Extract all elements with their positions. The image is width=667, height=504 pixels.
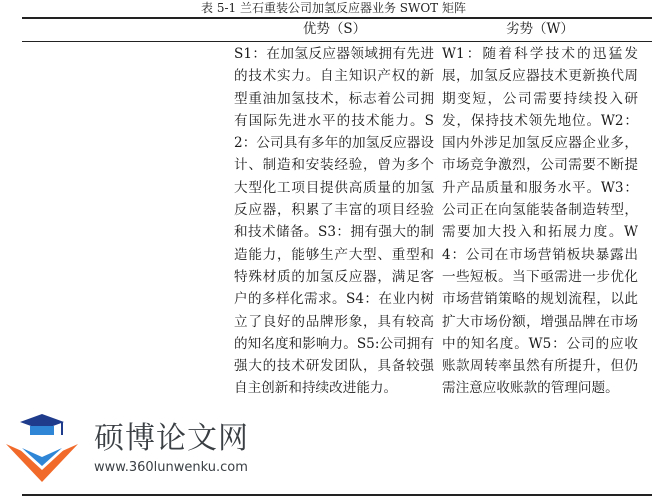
- weaknesses-cell: W1：随着科学技术的迅猛发展，加氢反应器技术更新换代周期变短，公司需要持续投入研发，保持技术领先地位。W2：国内外涉足加氢反应器企业多，市场竞争激烈，公司需要不断提升产品质量和服务水平。W3：公司正在向氢能装备制造转型，需要加大投入和拓展力度。W4：公司在市场营销板块暴露出一些短板。当下亟需进一步优化市场营销策略的规划流程，以此扩大市场份额，增强品牌在市场中的知名度。W5：公司的应收账款周转率虽然有所提升，但仍需注意应收账款的管理问题。: [442, 46, 638, 397]
- table-caption: 表 5-1 兰石重装公司加氢反应器业务 SWOT 矩阵: [201, 1, 466, 15]
- table-header-rule: [22, 41, 652, 42]
- watermark-url: www.360lunwenku.com: [94, 460, 248, 475]
- watermark: [6, 410, 266, 494]
- header-strengths: 优势（S）: [302, 21, 367, 37]
- table-bottom-rule: [22, 494, 652, 496]
- header-weaknesses: 劣势（W）: [506, 21, 574, 37]
- watermark-title: 硕博论文网: [94, 421, 249, 456]
- graduation-cap-logo-icon: [6, 410, 86, 485]
- strengths-cell: S1：在加氢反应器领域拥有先进的技术实力。自主知识产权的新型重油加氢技术，标志着公司拥有国际先进水平的技术能力。S2：公司具有多年的加氢反应器设计、制造和安装经验，曾为多个大型化工项目提供高质量的加氢反应器，积累了丰富的项目经验和技术储备。S3：拥有强大的制造能力，能够生产大型、重型和特殊材质的加氢反应器，满足客户的多样化需求。S4：在业内树立了良好的品牌形象，具有较高的知名度和影响力。S5:公司拥有强大的技术研发团队，具备较强自主创新和持续改进能力。: [234, 46, 434, 397]
